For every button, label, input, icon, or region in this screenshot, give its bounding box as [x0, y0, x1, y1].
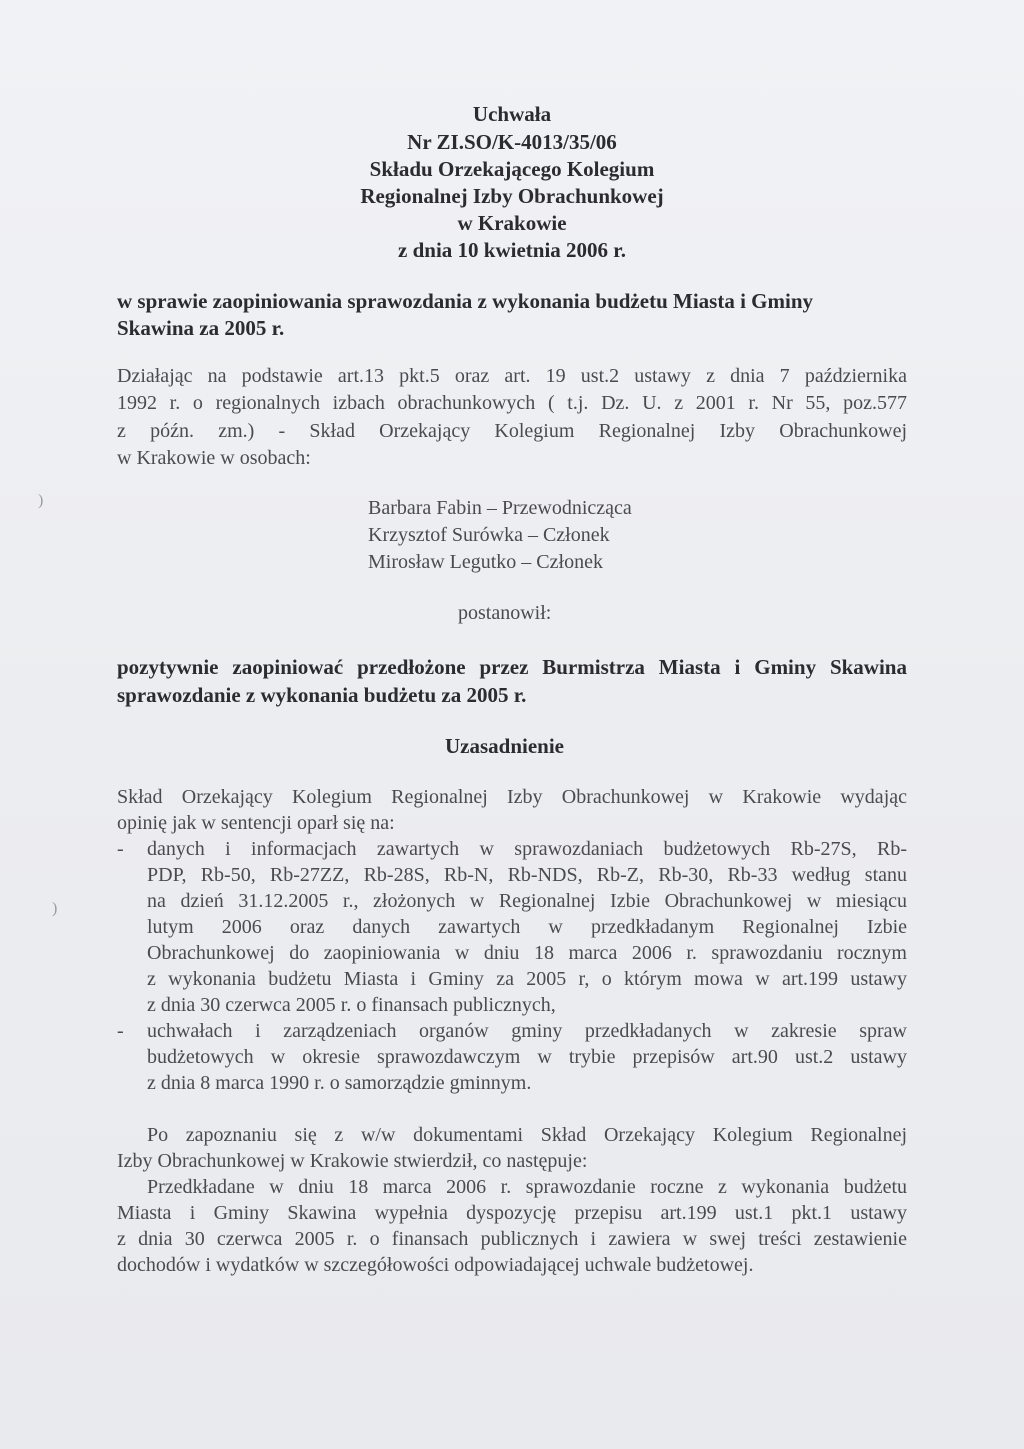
bullet-2-line-1: uchwałach i zarządzeniach organów gminy przedkładanych w zakresie spraw: [147, 1020, 907, 1042]
findings-line-3: Przedkładane w dniu 18 marca 2006 r. sprawozdanie roczne z wykonania budżetu: [147, 1176, 907, 1198]
bullet-1-line-5: Obrachunkowej do zaopiniowania w dniu 18 marca 2006 r. sprawozdaniu rocznym: [147, 942, 907, 964]
member-2: Mirosław Legutko – Członek: [368, 551, 603, 573]
document-title: Uchwała: [472, 102, 552, 126]
punch-hole-mark: ): [52, 900, 58, 917]
resolution-date: z dnia 10 kwietnia 2006 r.: [398, 238, 626, 262]
bullet-marker-1: -: [117, 838, 124, 860]
justification-line-1: Skład Orzekający Kolegium Regionalnej Izby Obrachunkowej w Krakowie wydając: [117, 786, 907, 808]
decided-label: postanowił:: [458, 602, 552, 624]
findings-line-4: Miasta i Gminy Skawina wypełnia dyspozycję przepisu art.199 ust.1 pkt.1 ustawy: [117, 1202, 907, 1224]
bullet-1-line-6: z wykonania budżetu Miasta i Gminy za 2005 r, o którym mowa w art.199 ustawy: [147, 968, 907, 990]
findings-line-5: z dnia 30 czerwca 2005 r. o finansach publicznych i zawiera w swej treści zestawienie: [117, 1228, 907, 1250]
bullet-2-line-2: budżetowych w okresie sprawozdawczym w trybie przepisów art.90 ust.2 ustawy: [147, 1046, 907, 1068]
bullet-2-line-3: z dnia 8 marca 1990 r. o samorządzie gminnym.: [147, 1072, 532, 1094]
bullet-1-line-2: PDP, Rb-50, Rb-27ZZ, Rb-28S, Rb-N, Rb-NDS, Rb-Z, Rb-30, Rb-33 według stanu: [147, 864, 907, 886]
basis-line-1: Działając na podstawie art.13 pkt.5 oraz art. 19 ust.2 ustawy z dnia 7 października: [117, 365, 907, 387]
findings-line-2: Izby Obrachunkowej w Krakowie stwierdził, co następuje:: [117, 1150, 588, 1172]
basis-line-2: 1992 r. o regionalnych izbach obrachunkowych ( t.j. Dz. U. z 2001 r. Nr 55, poz.577: [117, 392, 907, 414]
findings-line-6: dochodów i wydatków w szczegółowości odpowiadającej uchwale budżetowej.: [117, 1254, 754, 1276]
bullet-marker-2: -: [117, 1020, 124, 1042]
punch-hole-mark: ): [38, 492, 44, 509]
issuer-line-1: Składu Orzekającego Kolegium: [369, 157, 655, 181]
issuer-line-2: Regionalnej Izby Obrachunkowej: [360, 184, 664, 208]
decision-line-1: pozytywnie zaopiniować przedłożone przez Burmistrza Miasta i Gminy Skawina: [117, 655, 907, 679]
basis-line-3: z późn. zm.) - Skład Orzekający Kolegium Regionalnej Izby Obrachunkowej: [117, 420, 907, 442]
member-chair: Barbara Fabin – Przewodnicząca: [368, 497, 632, 519]
justification-line-2: opinię jak w sentencji oparł się na:: [117, 812, 395, 834]
subject-line-1: w sprawie zaopiniowania sprawozdania z wykonania budżetu Miasta i Gminy: [117, 289, 813, 313]
bullet-1-line-4: lutym 2006 oraz danych zawartych w przedkładanym Regionalnej Izbie: [147, 916, 907, 938]
bullet-1-line-3: na dzień 31.12.2005 r., złożonych w Regionalnej Izbie Obrachunkowej w miesiącu: [147, 890, 907, 912]
bullet-1-line-1: danych i informacjach zawartych w sprawozdaniach budżetowych Rb-27S, Rb-: [147, 838, 907, 860]
basis-line-4: w Krakowie w osobach:: [117, 447, 311, 469]
member-1: Krzysztof Surówka – Członek: [368, 524, 610, 546]
resolution-number: Nr ZI.SO/K-4013/35/06: [407, 130, 617, 154]
decision-line-2: sprawozdanie z wykonania budżetu za 2005 r.: [117, 683, 527, 707]
issuer-city: w Krakowie: [457, 211, 567, 235]
subject-line-2: Skawina za 2005 r.: [117, 316, 285, 340]
bullet-1-line-7: z dnia 30 czerwca 2005 r. o finansach publicznych,: [147, 994, 556, 1016]
findings-line-1: Po zapoznaniu się z w/w dokumentami Skład Orzekający Kolegium Regionalnej: [147, 1124, 907, 1146]
justification-title: Uzasadnienie: [445, 734, 565, 758]
